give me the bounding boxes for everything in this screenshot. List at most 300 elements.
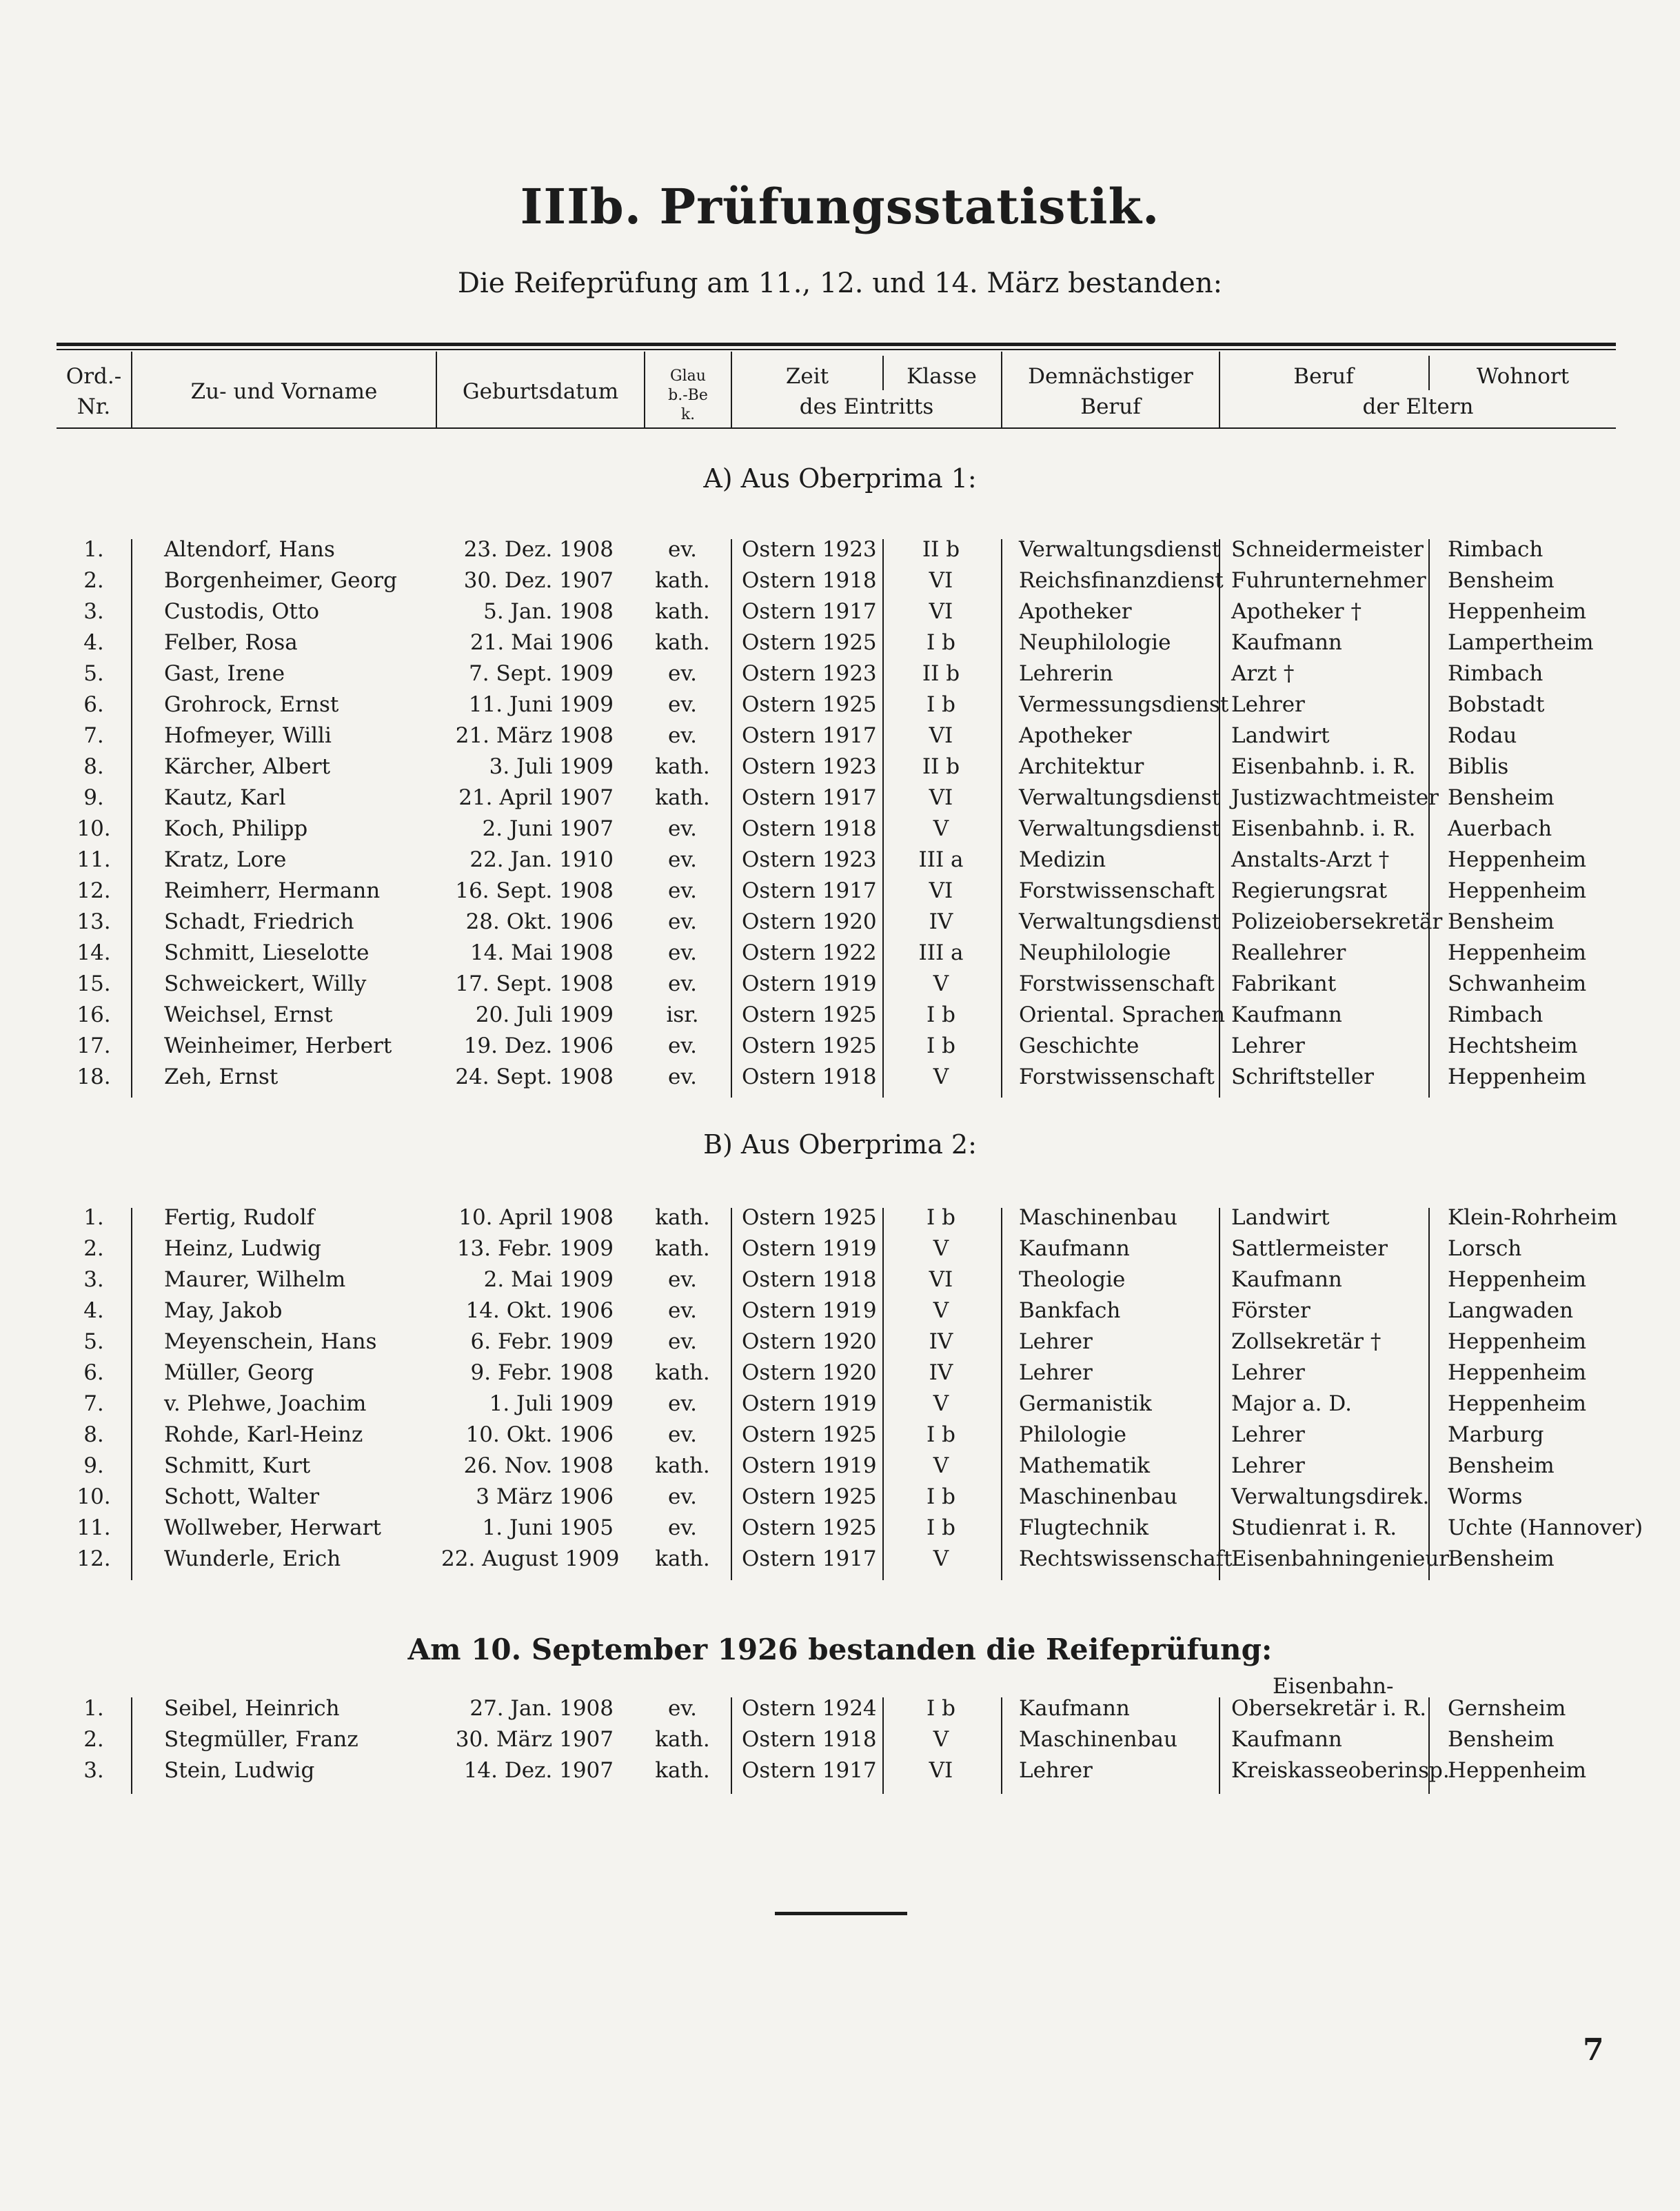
- confession: ev.: [667, 692, 698, 717]
- student-name: Weichsel, Ernst: [164, 1002, 333, 1027]
- table-row: [0, 754, 1680, 785]
- intended-profession: Maschinenbau: [1019, 1727, 1177, 1752]
- student-name: Schadt, Friedrich: [164, 909, 354, 934]
- table-row: [0, 1758, 1680, 1789]
- header-nr: Ord.-Nr.: [65, 364, 122, 419]
- confession: kath.: [655, 630, 710, 655]
- student-name: Rohde, Karl-Heinz: [164, 1422, 363, 1447]
- table-row: [0, 1267, 1680, 1298]
- row-number: 13.: [77, 909, 111, 934]
- entry-date: Ostern 1922: [742, 940, 877, 965]
- table-row: [0, 1422, 1680, 1453]
- table-row: [0, 1205, 1680, 1236]
- confession: ev.: [667, 661, 698, 686]
- parent-residence: Heppenheim: [1448, 1758, 1587, 1783]
- birth-date: 14. Dez. 1907: [463, 1758, 614, 1783]
- row-number: 3.: [83, 1758, 104, 1783]
- table-row: [0, 971, 1680, 1002]
- confession: ev.: [667, 878, 698, 903]
- intended-profession: Lehrer: [1019, 1758, 1093, 1783]
- confession: kath.: [655, 1453, 710, 1478]
- table-row: [0, 785, 1680, 816]
- intended-profession: Lehrer: [1019, 1329, 1093, 1354]
- confession: ev.: [667, 723, 698, 748]
- row-number: 12.: [77, 878, 111, 903]
- parent-residence: Schwanheim: [1448, 971, 1587, 996]
- intended-profession: Architektur: [1019, 754, 1144, 779]
- entry-date: Ostern 1920: [742, 1329, 877, 1354]
- student-name: Grohrock, Ernst: [164, 692, 339, 717]
- intended-profession: Reichsfinanzdienst: [1019, 568, 1224, 593]
- parent-residence: Lorsch: [1448, 1236, 1522, 1261]
- birth-date: 1. Juli 1909: [489, 1391, 614, 1416]
- confession: ev.: [667, 1329, 698, 1354]
- table-row: [0, 909, 1680, 940]
- entry-class: I b: [927, 1422, 955, 1447]
- student-name: Borgenheimer, Georg: [164, 568, 397, 593]
- parent-residence: Rimbach: [1448, 537, 1544, 562]
- entry-class: I b: [927, 630, 955, 655]
- entry-date: Ostern 1918: [742, 1727, 877, 1752]
- intended-profession: Geschichte: [1019, 1033, 1140, 1058]
- confession: ev.: [667, 1391, 698, 1416]
- row-number: 6.: [83, 1360, 104, 1385]
- section-b-heading: B) Aus Oberprima 2:: [703, 1129, 977, 1160]
- entry-class: VI: [929, 599, 953, 624]
- entry-class: V: [933, 1391, 949, 1416]
- entry-date: Ostern 1925: [742, 1484, 877, 1509]
- parent-residence: Langwaden: [1448, 1298, 1574, 1323]
- birth-date: 27. Jan. 1908: [469, 1696, 614, 1721]
- parent-profession: Landwirt: [1231, 1205, 1330, 1230]
- section-c-above-line: Eisenbahn-: [1273, 1674, 1394, 1699]
- parent-profession: Lehrer: [1231, 1422, 1305, 1447]
- parent-residence: Bensheim: [1448, 909, 1555, 934]
- parent-profession: Justizwachtmeister: [1231, 785, 1439, 810]
- intended-profession: Apotheker: [1019, 599, 1132, 624]
- header-eintritt: des Eintritts: [799, 394, 934, 419]
- confession: ev.: [667, 1484, 698, 1509]
- parent-profession: Kaufmann: [1231, 1002, 1342, 1027]
- table-row: [0, 878, 1680, 909]
- student-name: Kautz, Karl: [164, 785, 286, 810]
- header-eltern-beruf: Beruf: [1293, 364, 1354, 389]
- birth-date: 21. März 1908: [455, 723, 614, 748]
- birth-date: 10. April 1908: [458, 1205, 614, 1230]
- parent-residence: Gernsheim: [1448, 1696, 1566, 1721]
- parent-profession: Fuhrunternehmer: [1231, 568, 1426, 593]
- parent-residence: Heppenheim: [1448, 1360, 1587, 1385]
- birth-date: 3. Juli 1909: [489, 754, 614, 779]
- birth-date: 20. Juli 1909: [475, 1002, 614, 1027]
- row-number: 4.: [83, 630, 104, 655]
- entry-date: Ostern 1917: [742, 878, 877, 903]
- parent-profession: Polizeiobersekretär: [1231, 909, 1443, 934]
- intended-profession: Verwaltungsdienst: [1019, 537, 1221, 562]
- entry-class: I b: [927, 1696, 955, 1721]
- confession: ev.: [667, 816, 698, 841]
- parent-profession: Förster: [1231, 1298, 1310, 1323]
- entry-date: Ostern 1920: [742, 909, 877, 934]
- entry-class: IV: [929, 909, 953, 934]
- parent-residence: Rimbach: [1448, 661, 1544, 686]
- parent-profession: Arzt †: [1231, 661, 1295, 686]
- student-name: Reimherr, Hermann: [164, 878, 381, 903]
- table-row: [0, 1298, 1680, 1329]
- parent-residence: Biblis: [1448, 754, 1509, 779]
- parent-residence: Heppenheim: [1448, 847, 1587, 872]
- intended-profession: Medizin: [1019, 847, 1106, 872]
- intended-profession: Forstwissenschaft: [1019, 971, 1215, 996]
- parent-profession: Kaufmann: [1231, 1727, 1342, 1752]
- header-divider: [1001, 352, 1002, 427]
- entry-date: Ostern 1925: [742, 692, 877, 717]
- birth-date: 2. Juni 1907: [482, 816, 614, 841]
- table-top-rule-thin: [57, 349, 1616, 350]
- birth-date: 30. März 1907: [455, 1727, 614, 1752]
- student-name: Weinheimer, Herbert: [164, 1033, 392, 1058]
- entry-class: II b: [922, 537, 960, 562]
- entry-class: V: [933, 1236, 949, 1261]
- student-name: Schweickert, Willy: [164, 971, 367, 996]
- confession: ev.: [667, 1696, 698, 1721]
- table-row: [0, 630, 1680, 661]
- row-number: 10.: [77, 816, 111, 841]
- page-subtitle: Die Reifeprüfung am 11., 12. und 14. März bestanden:: [457, 267, 1223, 299]
- confession: ev.: [667, 971, 698, 996]
- table-row: [0, 940, 1680, 971]
- intended-profession: Vermessungsdienst: [1019, 692, 1229, 717]
- intended-profession: Mathematik: [1019, 1453, 1151, 1478]
- intended-profession: Flugtechnik: [1019, 1515, 1149, 1540]
- parent-profession: Landwirt: [1231, 723, 1330, 748]
- student-name: Seibel, Heinrich: [164, 1696, 340, 1721]
- intended-profession: Lehrerin: [1019, 661, 1113, 686]
- table-row: [0, 1329, 1680, 1360]
- parent-residence: Hechtsheim: [1448, 1033, 1578, 1058]
- confession: ev.: [667, 537, 698, 562]
- parent-profession: Major a. D.: [1231, 1391, 1352, 1416]
- entry-class: V: [933, 1546, 949, 1571]
- entry-date: Ostern 1918: [742, 1064, 877, 1089]
- header-divider: [436, 352, 437, 427]
- birth-date: 14. Mai 1908: [469, 940, 614, 965]
- parent-residence: Heppenheim: [1448, 878, 1587, 903]
- student-name: Schott, Walter: [164, 1484, 320, 1509]
- student-name: May, Jakob: [164, 1298, 283, 1323]
- row-number: 1.: [83, 537, 104, 562]
- entry-class: VI: [929, 785, 953, 810]
- intended-profession: Neuphilologie: [1019, 940, 1171, 965]
- table-row: [0, 692, 1680, 723]
- parent-residence: Klein-Rohrheim: [1448, 1205, 1618, 1230]
- header-wohnort: Wohnort: [1476, 364, 1570, 389]
- parent-residence: Heppenheim: [1448, 1391, 1587, 1416]
- table-row: [0, 1033, 1680, 1064]
- parent-residence: Heppenheim: [1448, 1267, 1587, 1292]
- entry-class: VI: [929, 1267, 953, 1292]
- row-number: 2.: [83, 1727, 104, 1752]
- birth-date: 14. Okt. 1906: [465, 1298, 614, 1323]
- parent-profession: Lehrer: [1231, 1360, 1305, 1385]
- parent-profession: Apotheker †: [1231, 599, 1362, 624]
- intended-profession: Kaufmann: [1019, 1236, 1130, 1261]
- confession: kath.: [655, 1727, 710, 1752]
- parent-residence: Heppenheim: [1448, 1064, 1587, 1089]
- row-number: 11.: [77, 1515, 111, 1540]
- table-row: [0, 723, 1680, 754]
- header-date: Geburtsdatum: [462, 379, 619, 404]
- row-number: 11.: [77, 847, 111, 872]
- header-eltern: der Eltern: [1362, 394, 1474, 419]
- intended-profession: Forstwissenschaft: [1019, 1064, 1215, 1089]
- table-row: [0, 1546, 1680, 1577]
- confession: kath.: [655, 568, 710, 593]
- entry-date: Ostern 1923: [742, 847, 877, 872]
- confession: ev.: [667, 1422, 698, 1447]
- parent-profession: Lehrer: [1231, 692, 1305, 717]
- table-row: [0, 1727, 1680, 1758]
- student-name: Koch, Philipp: [164, 816, 308, 841]
- birth-date: 3 März 1906: [476, 1484, 614, 1509]
- parent-profession: Obersekretär i. R.: [1231, 1696, 1427, 1721]
- header-divider: [644, 352, 645, 427]
- birth-date: 19. Dez. 1906: [463, 1033, 614, 1058]
- parent-residence: Heppenheim: [1448, 1329, 1587, 1354]
- header-conf: Glaub.-Bek.: [668, 367, 708, 423]
- entry-class: I b: [927, 1515, 955, 1540]
- entry-class: V: [933, 1727, 949, 1752]
- entry-date: Ostern 1919: [742, 971, 877, 996]
- parent-profession: Studienrat i. R.: [1231, 1515, 1397, 1540]
- parent-profession: Kaufmann: [1231, 630, 1342, 655]
- parent-profession: Eisenbahnb. i. R.: [1231, 816, 1416, 841]
- birth-date: 24. Sept. 1908: [455, 1064, 614, 1089]
- confession: ev.: [667, 1033, 698, 1058]
- birth-date: 28. Okt. 1906: [465, 909, 614, 934]
- row-number: 9.: [83, 785, 104, 810]
- intended-profession: Neuphilologie: [1019, 630, 1171, 655]
- entry-date: Ostern 1923: [742, 661, 877, 686]
- parent-residence: Bobstadt: [1448, 692, 1545, 717]
- header-divider: [882, 356, 884, 390]
- parent-profession: Kreiskasseoberinsp.: [1231, 1758, 1450, 1783]
- confession: kath.: [655, 754, 710, 779]
- intended-profession: Oriental. Sprachen: [1019, 1002, 1226, 1027]
- entry-class: IV: [929, 1360, 953, 1385]
- student-name: Maurer, Wilhelm: [164, 1267, 346, 1292]
- entry-date: Ostern 1923: [742, 754, 877, 779]
- confession: kath.: [655, 1758, 710, 1783]
- intended-profession: Germanistik: [1019, 1391, 1152, 1416]
- intended-profession: Maschinenbau: [1019, 1205, 1177, 1230]
- table-row: [0, 537, 1680, 568]
- row-number: 2.: [83, 568, 104, 593]
- entry-date: Ostern 1917: [742, 723, 877, 748]
- table-row: [0, 661, 1680, 692]
- parent-profession: Sattlermeister: [1231, 1236, 1388, 1261]
- confession: ev.: [667, 1064, 698, 1089]
- student-name: Felber, Rosa: [164, 630, 298, 655]
- parent-residence: Heppenheim: [1448, 599, 1587, 624]
- entry-date: Ostern 1925: [742, 1033, 877, 1058]
- parent-profession: Eisenbahnb. i. R.: [1231, 754, 1416, 779]
- row-number: 4.: [83, 1298, 104, 1323]
- birth-date: 22. August 1909: [441, 1546, 620, 1571]
- intended-profession: Kaufmann: [1019, 1696, 1130, 1721]
- row-number: 14.: [77, 940, 111, 965]
- student-name: Müller, Georg: [164, 1360, 314, 1385]
- parent-residence: Auerbach: [1448, 816, 1552, 841]
- confession: kath.: [655, 1236, 710, 1261]
- intended-profession: Theologie: [1019, 1267, 1126, 1292]
- parent-profession: Zollsekretär †: [1231, 1329, 1382, 1354]
- parent-residence: Worms: [1448, 1484, 1523, 1509]
- parent-profession: Lehrer: [1231, 1033, 1305, 1058]
- intended-profession: Forstwissenschaft: [1019, 878, 1215, 903]
- intended-profession: Lehrer: [1019, 1360, 1093, 1385]
- header-klasse: Klasse: [907, 364, 977, 389]
- intended-profession: Verwaltungsdienst: [1019, 816, 1221, 841]
- row-number: 8.: [83, 754, 104, 779]
- row-number: 15.: [77, 971, 111, 996]
- parent-residence: Bensheim: [1448, 1727, 1555, 1752]
- parent-residence: Marburg: [1448, 1422, 1544, 1447]
- row-number: 3.: [83, 1267, 104, 1292]
- table-row: [0, 816, 1680, 847]
- student-name: Schmitt, Kurt: [164, 1453, 311, 1478]
- entry-date: Ostern 1918: [742, 568, 877, 593]
- confession: ev.: [667, 909, 698, 934]
- header-name: Zu- und Vorname: [190, 379, 378, 404]
- parent-residence: Uchte (Hannover): [1448, 1515, 1643, 1540]
- student-name: Stegmüller, Franz: [164, 1727, 358, 1752]
- header-divider: [1219, 352, 1220, 427]
- birth-date: 1. Juni 1905: [482, 1515, 614, 1540]
- parent-profession: Fabrikant: [1231, 971, 1337, 996]
- row-number: 1.: [83, 1205, 104, 1230]
- student-name: Custodis, Otto: [164, 599, 320, 624]
- row-number: 8.: [83, 1422, 104, 1447]
- entry-class: I b: [927, 1002, 955, 1027]
- header-divider: [1428, 356, 1430, 390]
- parent-profession: Anstalts-Arzt †: [1231, 847, 1390, 872]
- entry-date: Ostern 1920: [742, 1360, 877, 1385]
- header-zeit: Zeit: [785, 364, 829, 389]
- entry-class: VI: [929, 878, 953, 903]
- entry-class: VI: [929, 723, 953, 748]
- student-name: Meyenschein, Hans: [164, 1329, 377, 1354]
- row-number: 2.: [83, 1236, 104, 1261]
- page-title: IIIb. Prüfungsstatistik.: [520, 178, 1160, 235]
- birth-date: 17. Sept. 1908: [455, 971, 614, 996]
- intended-profession: Philologie: [1019, 1422, 1126, 1447]
- intended-profession: Apotheker: [1019, 723, 1132, 748]
- header-beruf: Demnächstiger Beruf: [1028, 364, 1193, 419]
- table-row: [0, 599, 1680, 630]
- birth-date: 2. Mai 1909: [483, 1267, 614, 1292]
- birth-date: 7. Sept. 1909: [469, 661, 614, 686]
- entry-date: Ostern 1917: [742, 785, 877, 810]
- parent-residence: Bensheim: [1448, 785, 1555, 810]
- birth-date: 6. Febr. 1909: [470, 1329, 614, 1354]
- confession: kath.: [655, 1546, 710, 1571]
- entry-date: Ostern 1925: [742, 1515, 877, 1540]
- entry-date: Ostern 1925: [742, 630, 877, 655]
- student-name: Wollweber, Herwart: [164, 1515, 381, 1540]
- table-row: [0, 1453, 1680, 1484]
- birth-date: 16. Sept. 1908: [455, 878, 614, 903]
- table-row: [0, 847, 1680, 878]
- confession: kath.: [655, 1360, 710, 1385]
- row-number: 6.: [83, 692, 104, 717]
- table-top-rule: [57, 343, 1616, 346]
- confession: isr.: [666, 1002, 699, 1027]
- birth-date: 21. April 1907: [458, 785, 614, 810]
- birth-date: 26. Nov. 1908: [463, 1453, 614, 1478]
- birth-date: 30. Dez. 1907: [463, 568, 614, 593]
- table-row: [0, 1484, 1680, 1515]
- birth-date: 10. Okt. 1906: [465, 1422, 614, 1447]
- entry-class: II b: [922, 661, 960, 686]
- birth-date: 9. Febr. 1908: [470, 1360, 614, 1385]
- student-name: Hofmeyer, Willi: [164, 723, 332, 748]
- confession: ev.: [667, 1298, 698, 1323]
- table-row: [0, 568, 1680, 599]
- student-name: Schmitt, Lieselotte: [164, 940, 370, 965]
- entry-class: II b: [922, 754, 960, 779]
- birth-date: 23. Dez. 1908: [463, 537, 614, 562]
- student-name: Stein, Ludwig: [164, 1758, 315, 1783]
- entry-date: Ostern 1925: [742, 1002, 877, 1027]
- confession: ev.: [667, 1267, 698, 1292]
- entry-date: Ostern 1918: [742, 816, 877, 841]
- entry-date: Ostern 1917: [742, 1546, 877, 1571]
- student-name: Altendorf, Hans: [164, 537, 335, 562]
- entry-date: Ostern 1919: [742, 1391, 877, 1416]
- parent-profession: Schneidermeister: [1231, 537, 1424, 562]
- entry-class: I b: [927, 1033, 955, 1058]
- page-number: 7: [1583, 2032, 1604, 2068]
- entry-date: Ostern 1924: [742, 1696, 877, 1721]
- row-number: 9.: [83, 1453, 104, 1478]
- birth-date: 21. Mai 1906: [469, 630, 614, 655]
- entry-class: I b: [927, 692, 955, 717]
- row-number: 16.: [77, 1002, 111, 1027]
- parent-residence: Bensheim: [1448, 1546, 1555, 1571]
- header-divider: [131, 352, 132, 427]
- row-number: 17.: [77, 1033, 111, 1058]
- confession: ev.: [667, 940, 698, 965]
- parent-residence: Rimbach: [1448, 1002, 1544, 1027]
- parent-profession: Lehrer: [1231, 1453, 1305, 1478]
- entry-class: V: [933, 1298, 949, 1323]
- student-name: Zeh, Ernst: [164, 1064, 279, 1089]
- parent-residence: Heppenheim: [1448, 940, 1587, 965]
- student-name: v. Plehwe, Joachim: [164, 1391, 367, 1416]
- entry-class: V: [933, 1453, 949, 1478]
- parent-profession: Schriftsteller: [1231, 1064, 1374, 1089]
- birth-date: 11. Juni 1909: [468, 692, 614, 717]
- entry-class: IV: [929, 1329, 953, 1354]
- row-number: 7.: [83, 723, 104, 748]
- row-number: 5.: [83, 1329, 104, 1354]
- confession: kath.: [655, 1205, 710, 1230]
- section-a-heading: A) Aus Oberprima 1:: [703, 463, 977, 494]
- entry-date: Ostern 1919: [742, 1453, 877, 1478]
- entry-class: VI: [929, 568, 953, 593]
- table-row: [0, 1002, 1680, 1033]
